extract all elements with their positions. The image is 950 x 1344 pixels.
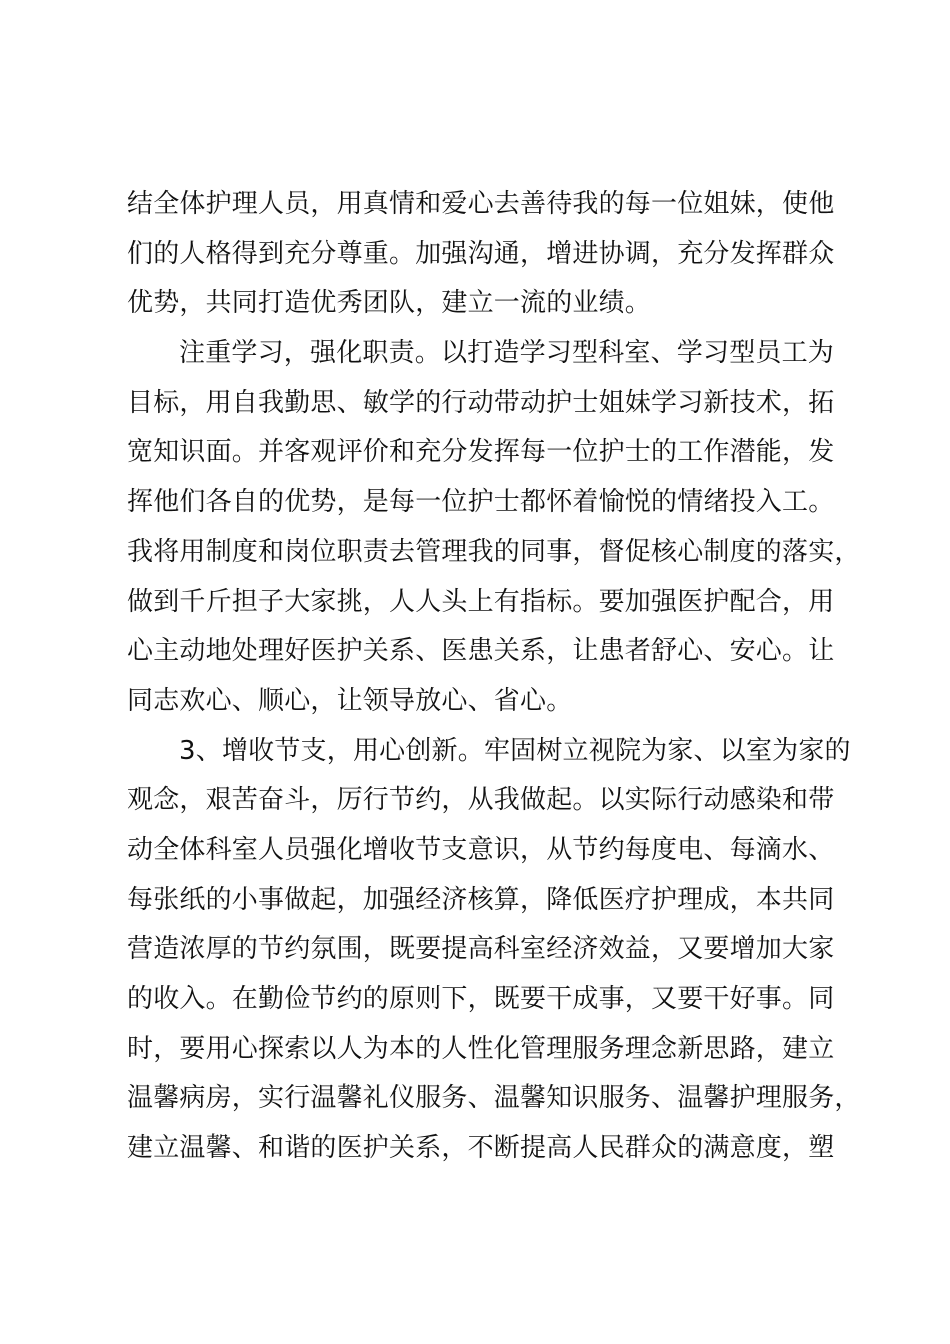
paragraph-line: 注重学习，强化职责。以打造学习型科室、学习型员工为 xyxy=(179,338,835,369)
paragraph-line: 的收入。在勤俭节约的原则下，既要干成事，又要干好事。同 xyxy=(127,984,835,1014)
paragraph-line: 心主动地处理好医护关系、医患关系，让患者舒心、安心。让 xyxy=(127,636,835,667)
paragraph-line: 做到千斤担子大家挑，人人头上有指标。要加强医护配合，用 xyxy=(127,586,835,617)
paragraph-line: 挥他们各自的优势，是每一位护士都怀着愉悦的情绪投入工。 xyxy=(127,487,835,518)
document-body xyxy=(127,180,861,1174)
paragraph-line: 3、增收节支，用心创新。牢固树立视院为家、以室为家的 xyxy=(179,735,851,766)
paragraph-line: 同志欢心、顺心，让领导放心、省心。 xyxy=(127,685,573,716)
paragraph-line: 营造浓厚的节约氛围，既要提高科室经济效益，又要增加大家 xyxy=(127,934,835,965)
paragraph-line: 温馨病房，实行温馨礼仪服务、温馨知识服务、温馨护理服务， xyxy=(127,1083,861,1114)
paragraph-line: 每张纸的小事做起，加强经济核算，降低医疗护理成，本共同 xyxy=(127,884,835,915)
paragraph-line: 动全体科室人员强化增收节支意识，从节约每度电、每滴水、 xyxy=(127,834,835,865)
paragraph-line: 目标，用自我勤思、敏学的行动带动护士姐妹学习新技术，拓 xyxy=(127,387,835,418)
paragraph-line: 时，要用心探索以人为本的人性化管理服务理念新思路，建立 xyxy=(127,1033,835,1064)
paragraph-line: 建立温馨、和谐的医护关系，不断提高人民群众的满意度，塑 xyxy=(127,1133,835,1164)
paragraph-line: 观念，艰苦奋斗，厉行节约，从我做起。以实际行动感染和带 xyxy=(127,785,835,816)
paragraph-line: 优势，共同打造优秀团队，建立一流的业绩。 xyxy=(127,288,652,319)
paragraph-line: 们的人格得到充分尊重。加强沟通，增进协调，充分发挥群众 xyxy=(127,238,835,269)
paragraph-line: 宽知识面。并客观评价和充分发挥每一位护士的工作潜能，发 xyxy=(127,437,835,468)
paragraph-line: 我将用制度和岗位职责去管理我的同事，督促核心制度的落实， xyxy=(127,536,861,567)
paragraph-line: 结全体护理人员，用真情和爱心去善待我的每一位姐妹，使他 xyxy=(127,189,835,219)
